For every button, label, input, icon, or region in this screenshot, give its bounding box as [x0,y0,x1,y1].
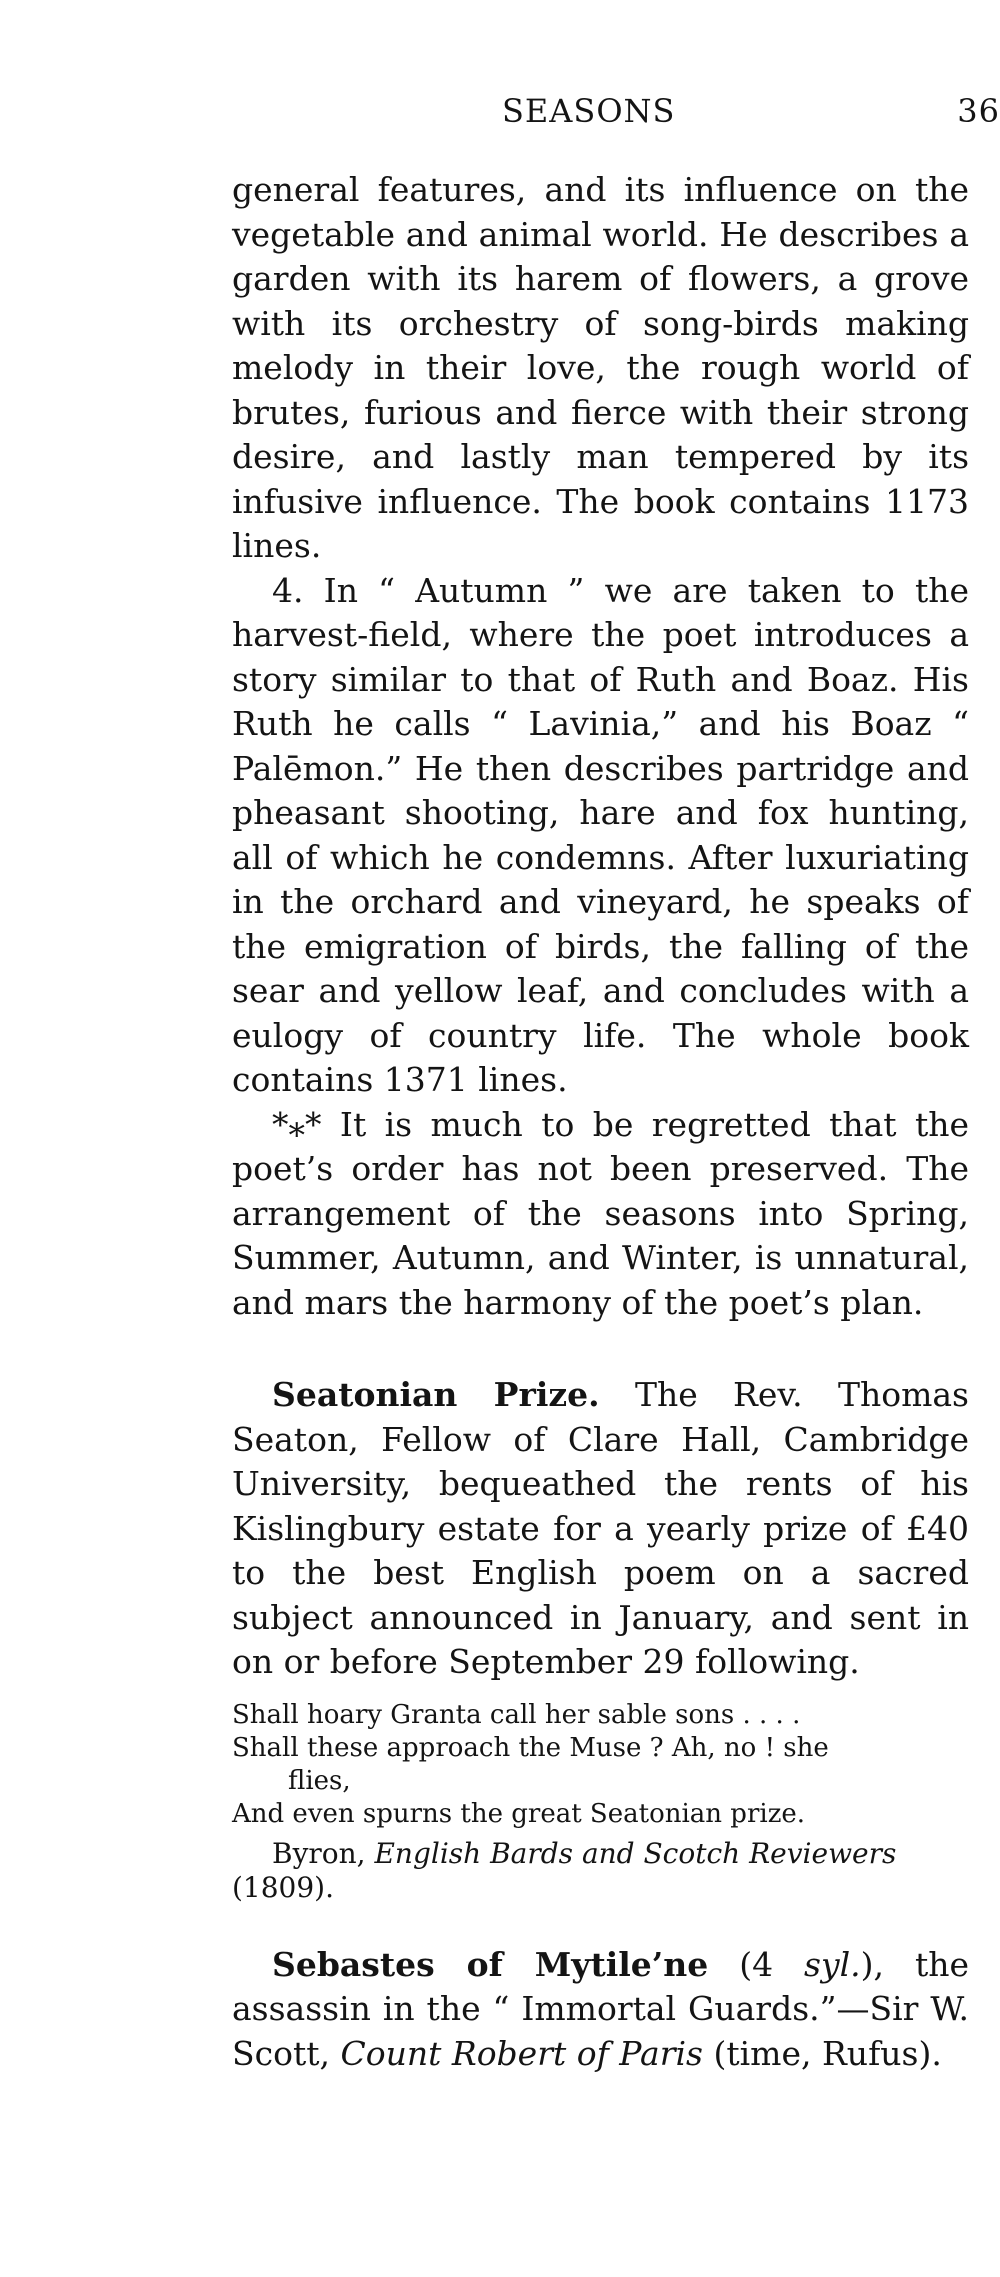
entry-sebastes [232,1943,969,2077]
paragraph-autumn: 4. In “ Autumn ” we are taken to the harvest-field, where the poet introduces a story similar to that of Ruth and Boaz. His Ruth he calls “ Lavinia,” and his Boaz “ Palēmon.” He then describes partridge and pheasant shooting, hare and fox hunting, all of which he condemns. After luxuriating in the orchard and vineyard, he speaks of the emigration of birds, the falling of the sear and yellow leaf, and concludes with a eulogy of country life. The whole book contains 1371 lines. [232,570,969,1099]
sebastes-syl-open: (4 [708,1944,805,1984]
cite-work: English Bards and Scotch Reviewers [374,1836,897,1870]
verse-line-1: Shall hoary Granta call her sable sons . . . . [232,1699,801,1730]
sebastes-work: Count Robert of Paris [340,2033,703,2073]
verse-quotation [232,1699,969,1831]
entry-seatonian-prize [232,1373,969,1685]
sebastes-syl: syl. [804,1944,861,1984]
verse-line-2-continued: flies, [288,1765,351,1796]
headword-seatonian: Seatonian Prize. [272,1375,600,1414]
headword-sebastes: Sebastes of Mytile’ne [272,1944,709,1984]
page-number: 36 [957,92,1000,130]
entry-spacer [232,1905,969,1943]
verse-line-3: And even spurns the great Seatonian prize. [232,1798,806,1829]
paragraph-note: *⁎* It is much to be regretted that the poet’s order has not been preserved. The arrangement of the seasons into Spring, Summer, Autumn, and Winter, is unnatural, and mars the harmony of the poet’s plan. [232,1104,969,1322]
sebastes-tail: (time, Rufus). [702,2033,942,2073]
paragraph-continued: general features, and its influence on the vegetable and animal world. He describes a garden with its harem of flowers, a grove with its orchestry of song-birds making melody in their love, the rough world of brutes, furious and fierce with their strong desire, and lastly man tempered by its infusive influence. The book contains 1173 lines. [232,170,969,565]
text-column [232,168,969,2076]
verse-line-2: Shall these approach the Muse ? Ah, no ! she [232,1732,829,1763]
cite-author: Byron, [272,1836,366,1870]
entry-spacer [232,1325,969,1373]
seatonian-text: The Rev. Thomas Seaton, Fellow of Clare Hall, Cambridge University, bequeathed the rents of his Kislingbury estate for a yearly prize of £40 to the best English poem on a sacred subject announced in January, and sent in on or before September 29 following. [232,1375,969,1681]
cite-year: (1809). [232,1870,335,1904]
sebastes-text: ), the assassin in the “ Immortal Guards.”—Sir W. Scott, [232,1944,969,2073]
running-header [0,92,1000,136]
citation [232,1837,969,1905]
running-title: SEASONS [502,92,676,130]
